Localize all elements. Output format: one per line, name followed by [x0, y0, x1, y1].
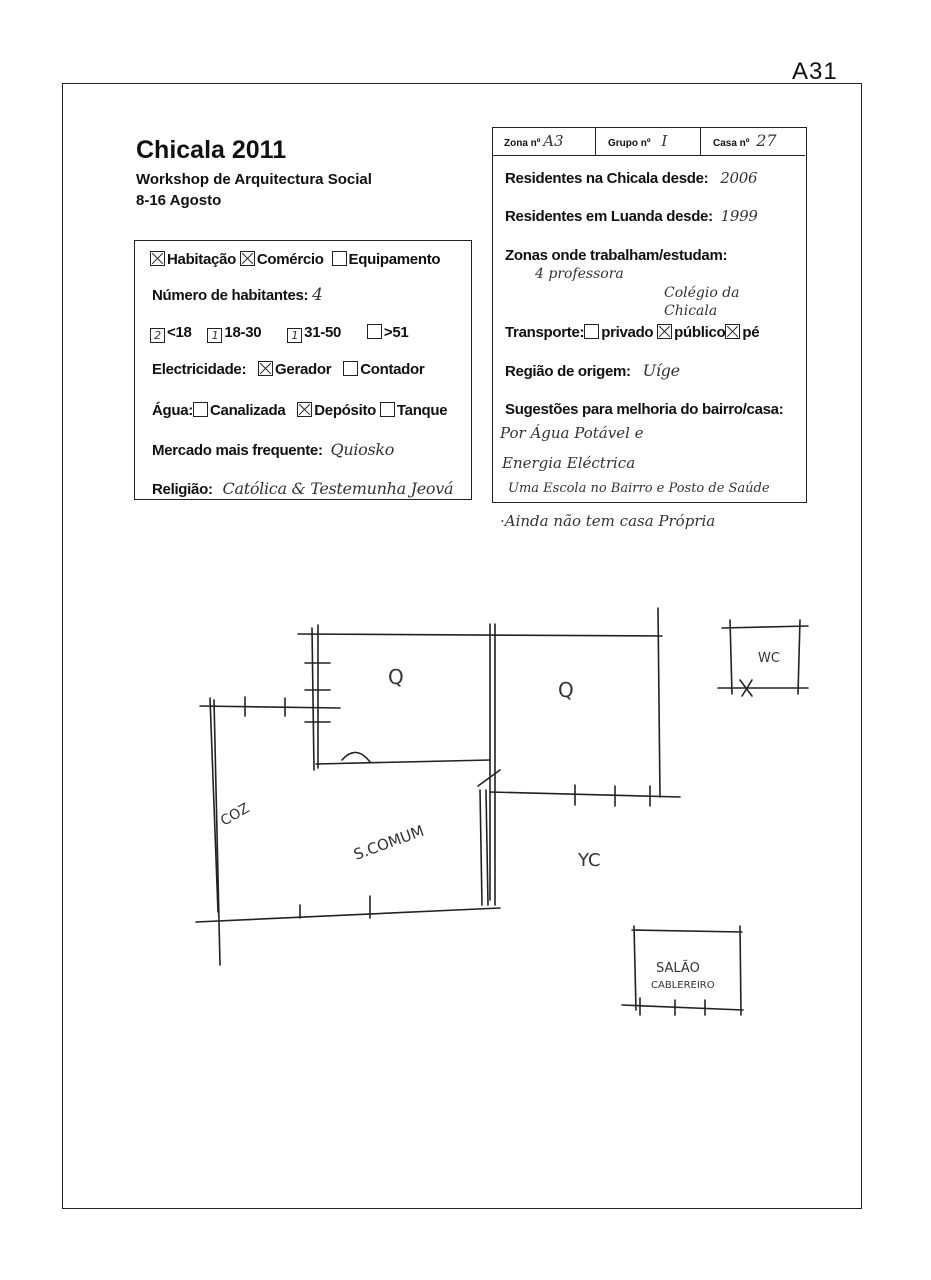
age-group-under-18[interactable]: 2 <18 [150, 324, 192, 341]
electricity-label: Electricidade: [152, 361, 247, 378]
form-subtitle: Workshop de Arquitectura Social [136, 171, 372, 188]
zones-label: Zonas onde trabalham/estudam: [505, 247, 728, 264]
water-label: Água: [152, 402, 193, 419]
electricity-contador[interactable]: Contador [343, 361, 424, 378]
plan-wall [298, 634, 662, 636]
plan-label-salao-1: SALÃO [656, 961, 700, 976]
religion-value[interactable]: Católica & Testemunha Jeová [222, 479, 454, 498]
electricity-gerador[interactable]: Gerador [258, 361, 331, 378]
chicala-value[interactable]: 2006 [720, 169, 758, 187]
plan-wall [480, 790, 482, 905]
plan-wall [196, 908, 500, 922]
water-tanque[interactable]: Tanque [380, 402, 447, 419]
inhabitants-label: Número de habitantes: [152, 287, 309, 304]
use-equipamento[interactable]: Equipamento [332, 251, 441, 268]
form-dates: 8-16 Agosto [136, 192, 222, 209]
luanda-row: Residentes em Luanda desde: 1999 [505, 207, 758, 225]
suggestion-line-1[interactable]: Por Água Potável e [500, 424, 644, 442]
plan-label-yc: YC [578, 850, 601, 871]
origin-row: Região de origem: Uíge [505, 361, 680, 380]
plan-label-wc: WC [758, 651, 780, 666]
water-deposito[interactable]: Depósito [297, 402, 376, 419]
religion-label: Religião: [152, 481, 213, 498]
water-canalizada[interactable]: Canalizada [193, 402, 285, 419]
plan-wall [312, 628, 314, 770]
suggestion-line-2[interactable]: Energia Eléctrica [502, 454, 636, 472]
plan-label-q2: Q [558, 678, 574, 702]
grupo-cell[interactable]: Grupo nº I [596, 127, 701, 155]
plan-wall [490, 792, 680, 797]
form-title: Chicala 2011 [136, 136, 287, 164]
plan-label-q1: Q [388, 665, 404, 689]
plan-label-sala: S.COMUM [351, 821, 427, 864]
zones-value-2[interactable]: Colégio da Chicala [664, 285, 740, 319]
luanda-value[interactable]: 1999 [720, 207, 758, 225]
age-group-over-51[interactable]: >51 [367, 324, 409, 341]
age-group-18-30[interactable]: 1 18-30 [207, 324, 261, 341]
suggestion-line-3[interactable]: Uma Escola no Bairro e Posto de Saúde [508, 481, 770, 496]
plan-wall [486, 790, 488, 905]
plan-wall [200, 706, 340, 708]
casa-cell[interactable]: Casa nº 27 [713, 131, 777, 150]
plan-door [342, 752, 370, 762]
transport-pe[interactable]: pé [725, 324, 759, 341]
transport-publico[interactable]: público [657, 324, 725, 341]
market-label: Mercado mais frequente: [152, 442, 323, 459]
plan-tick [245, 663, 650, 918]
sheet-id: A31 [792, 58, 838, 85]
transport-row: Transporte: privado público pé [505, 324, 760, 341]
suggestions-label: Sugestões para melhoria do bairro/casa: [505, 401, 784, 418]
plan-door [478, 770, 500, 786]
inhabitants-value[interactable]: 4 [312, 285, 323, 305]
plan-label-salao-2: CABLEREIRO [651, 980, 715, 991]
plan-label-coz: COZ [218, 800, 253, 830]
use-comercio[interactable]: Comércio [240, 251, 324, 268]
transport-privado[interactable]: privado [584, 324, 653, 341]
use-habitacao[interactable]: Habitação [150, 251, 236, 268]
zona-cell[interactable]: Zona nº A3 [492, 127, 596, 155]
zones-value-1[interactable]: 4 professora [535, 266, 624, 282]
market-value[interactable]: Quiosko [330, 440, 395, 459]
suggestion-line-4[interactable]: ·Ainda não tem casa Própria [500, 512, 716, 530]
age-group-31-50[interactable]: 1 31-50 [287, 324, 341, 341]
origin-value[interactable]: Uíge [642, 361, 680, 380]
chicala-row: Residentes na Chicala desde: 2006 [505, 169, 758, 187]
